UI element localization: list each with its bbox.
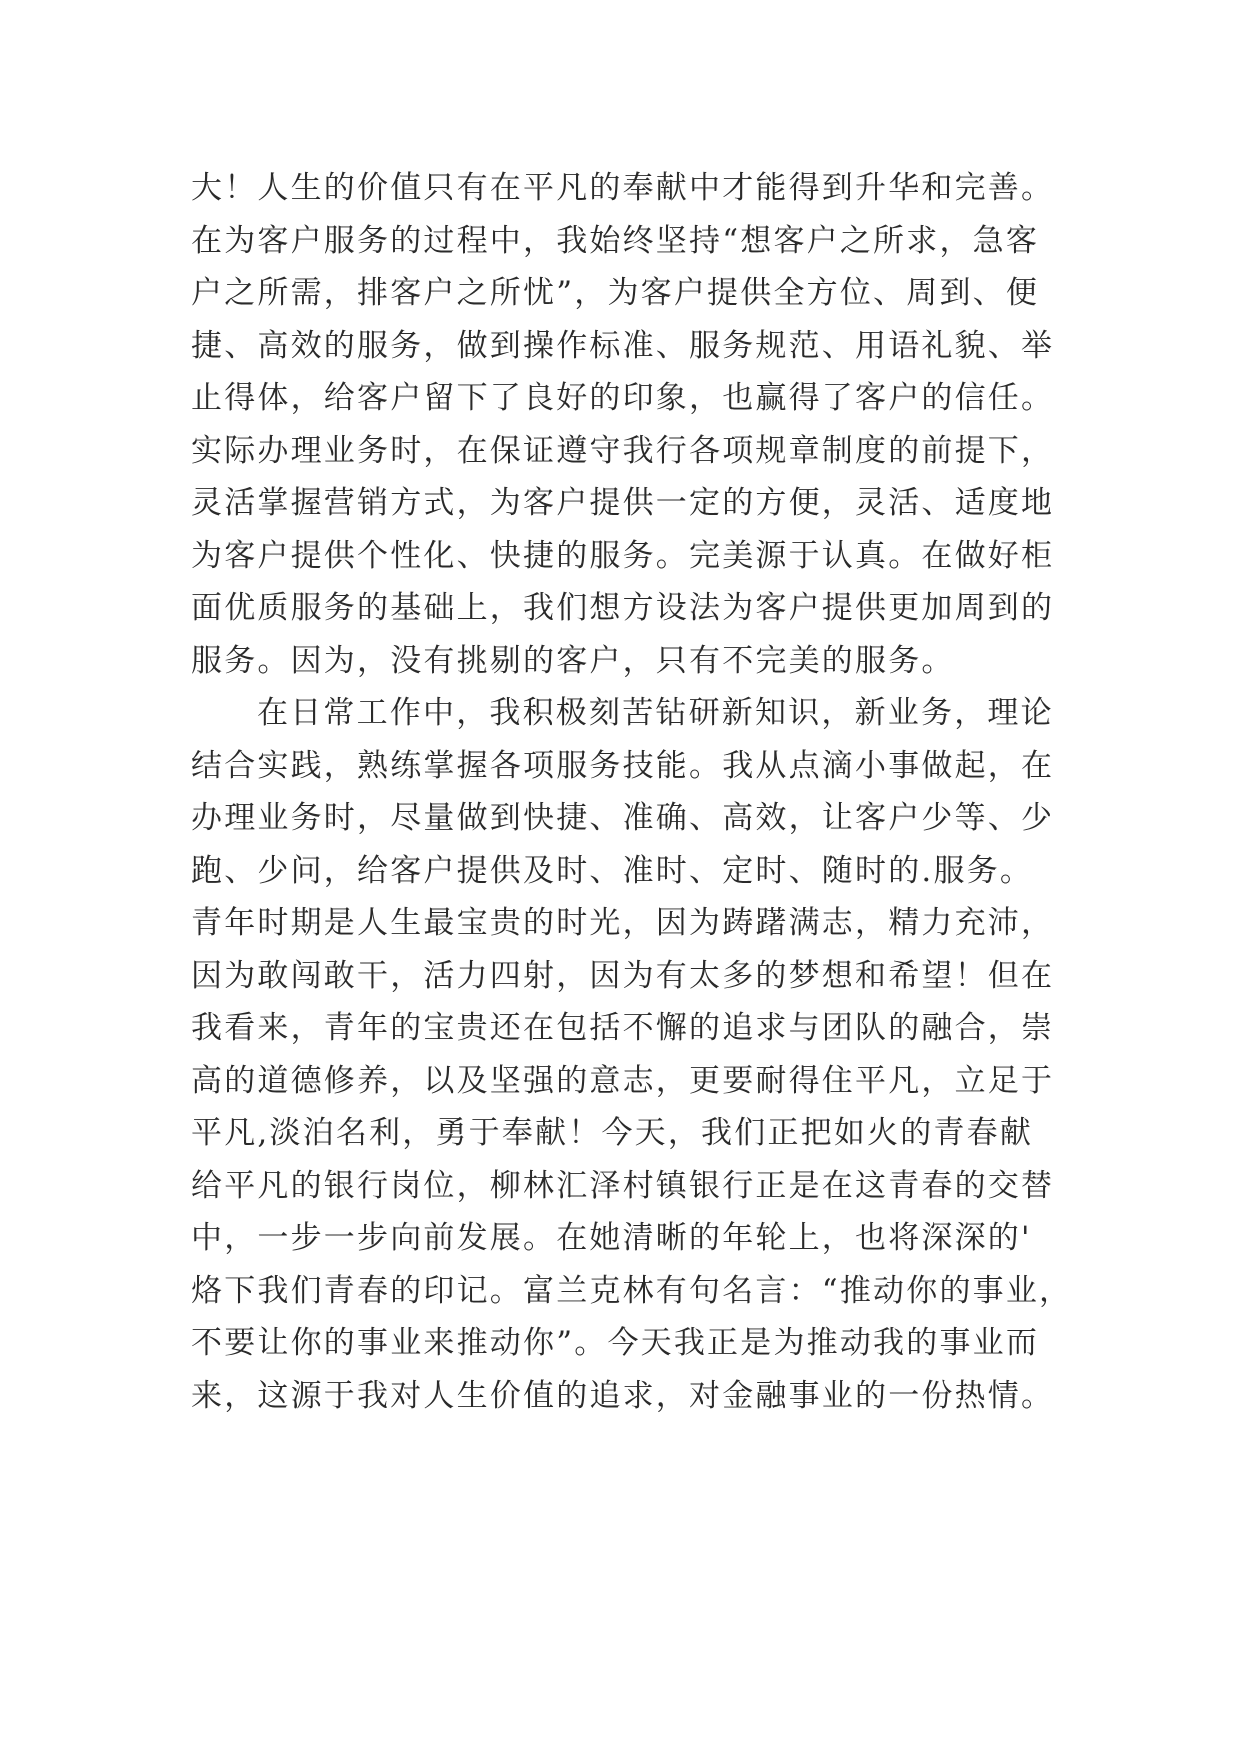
- text-line: 面优质服务的基础上，我们想方设法为客户提供更加周到的: [191, 590, 1055, 626]
- text-line: 灵活掌握营销方式，为客户提供一定的方便，灵活、适度地: [191, 485, 1055, 521]
- text-line: 户之所需，排客户之所忧”，为客户提供全方位、周到、便: [191, 275, 1040, 311]
- text-line: 中，一步一步向前发展。在她清晰的年轮上，也将深深的': [191, 1220, 1032, 1256]
- text-line: 来，这源于我对人生价值的追求，对金融事业的一份热情。: [191, 1377, 1055, 1414]
- paragraph-start-line: 在日常工作中，我积极刻苦钻研新知识，新业务，理论: [257, 695, 1054, 731]
- text-line: 不要让你的事业来推动你”。今天我正是为推动我的事业而: [191, 1325, 1040, 1361]
- text-line: 实际办理业务时，在保证遵守我行各项规章制度的前提下，: [191, 432, 1055, 469]
- body-text: [191, 162, 1071, 1422]
- text-line: 因为敢闯敢干，活力四射，因为有太多的梦想和希望！但在: [191, 957, 1055, 994]
- text-line: 给平凡的银行岗位，柳林汇泽村镇银行正是在这青春的交替: [191, 1167, 1055, 1204]
- text-line: 在为客户服务的过程中，我始终坚持“想客户之所求，急客: [191, 222, 1040, 259]
- text-line: 大！人生的价值只有在平凡的奉献中才能得到升华和完善。: [191, 170, 1055, 206]
- text-line: 为客户提供个性化、快捷的服务。完美源于认真。在做好柜: [191, 537, 1055, 574]
- text-line: 捷、高效的服务，做到操作标准、服务规范、用语礼貌、举: [191, 327, 1055, 364]
- text-line: 我看来，青年的宝贵还在包括不懈的追求与团队的融合，崇: [191, 1010, 1055, 1046]
- text-line: 结合实践，熟练掌握各项服务技能。我从点滴小事做起，在: [191, 747, 1055, 784]
- text-line: 跑、少问，给客户提供及时、准时、定时、随时的.服务。: [191, 852, 1034, 889]
- text-line: 止得体，给客户留下了良好的印象，也赢得了客户的信任。: [191, 380, 1055, 416]
- text-line: 办理业务时，尽量做到快捷、准确、高效，让客户少等、少: [191, 800, 1055, 836]
- text-line: 服务。因为，没有挑剔的客户，只有不完美的服务。: [191, 642, 955, 679]
- text-line: 平凡,淡泊名利，勇于奉献！今天，我们正把如火的青春献: [191, 1115, 1034, 1151]
- text-line: 高的道德修养，以及坚强的意志，更要耐得住平凡，立足于: [191, 1062, 1055, 1099]
- text-line: 烙下我们青春的印记。富兰克林有句名言：“推动你的事业，: [191, 1272, 1073, 1309]
- text-line: 青年时期是人生最宝贵的时光，因为踌躇满志，精力充沛，: [191, 905, 1055, 941]
